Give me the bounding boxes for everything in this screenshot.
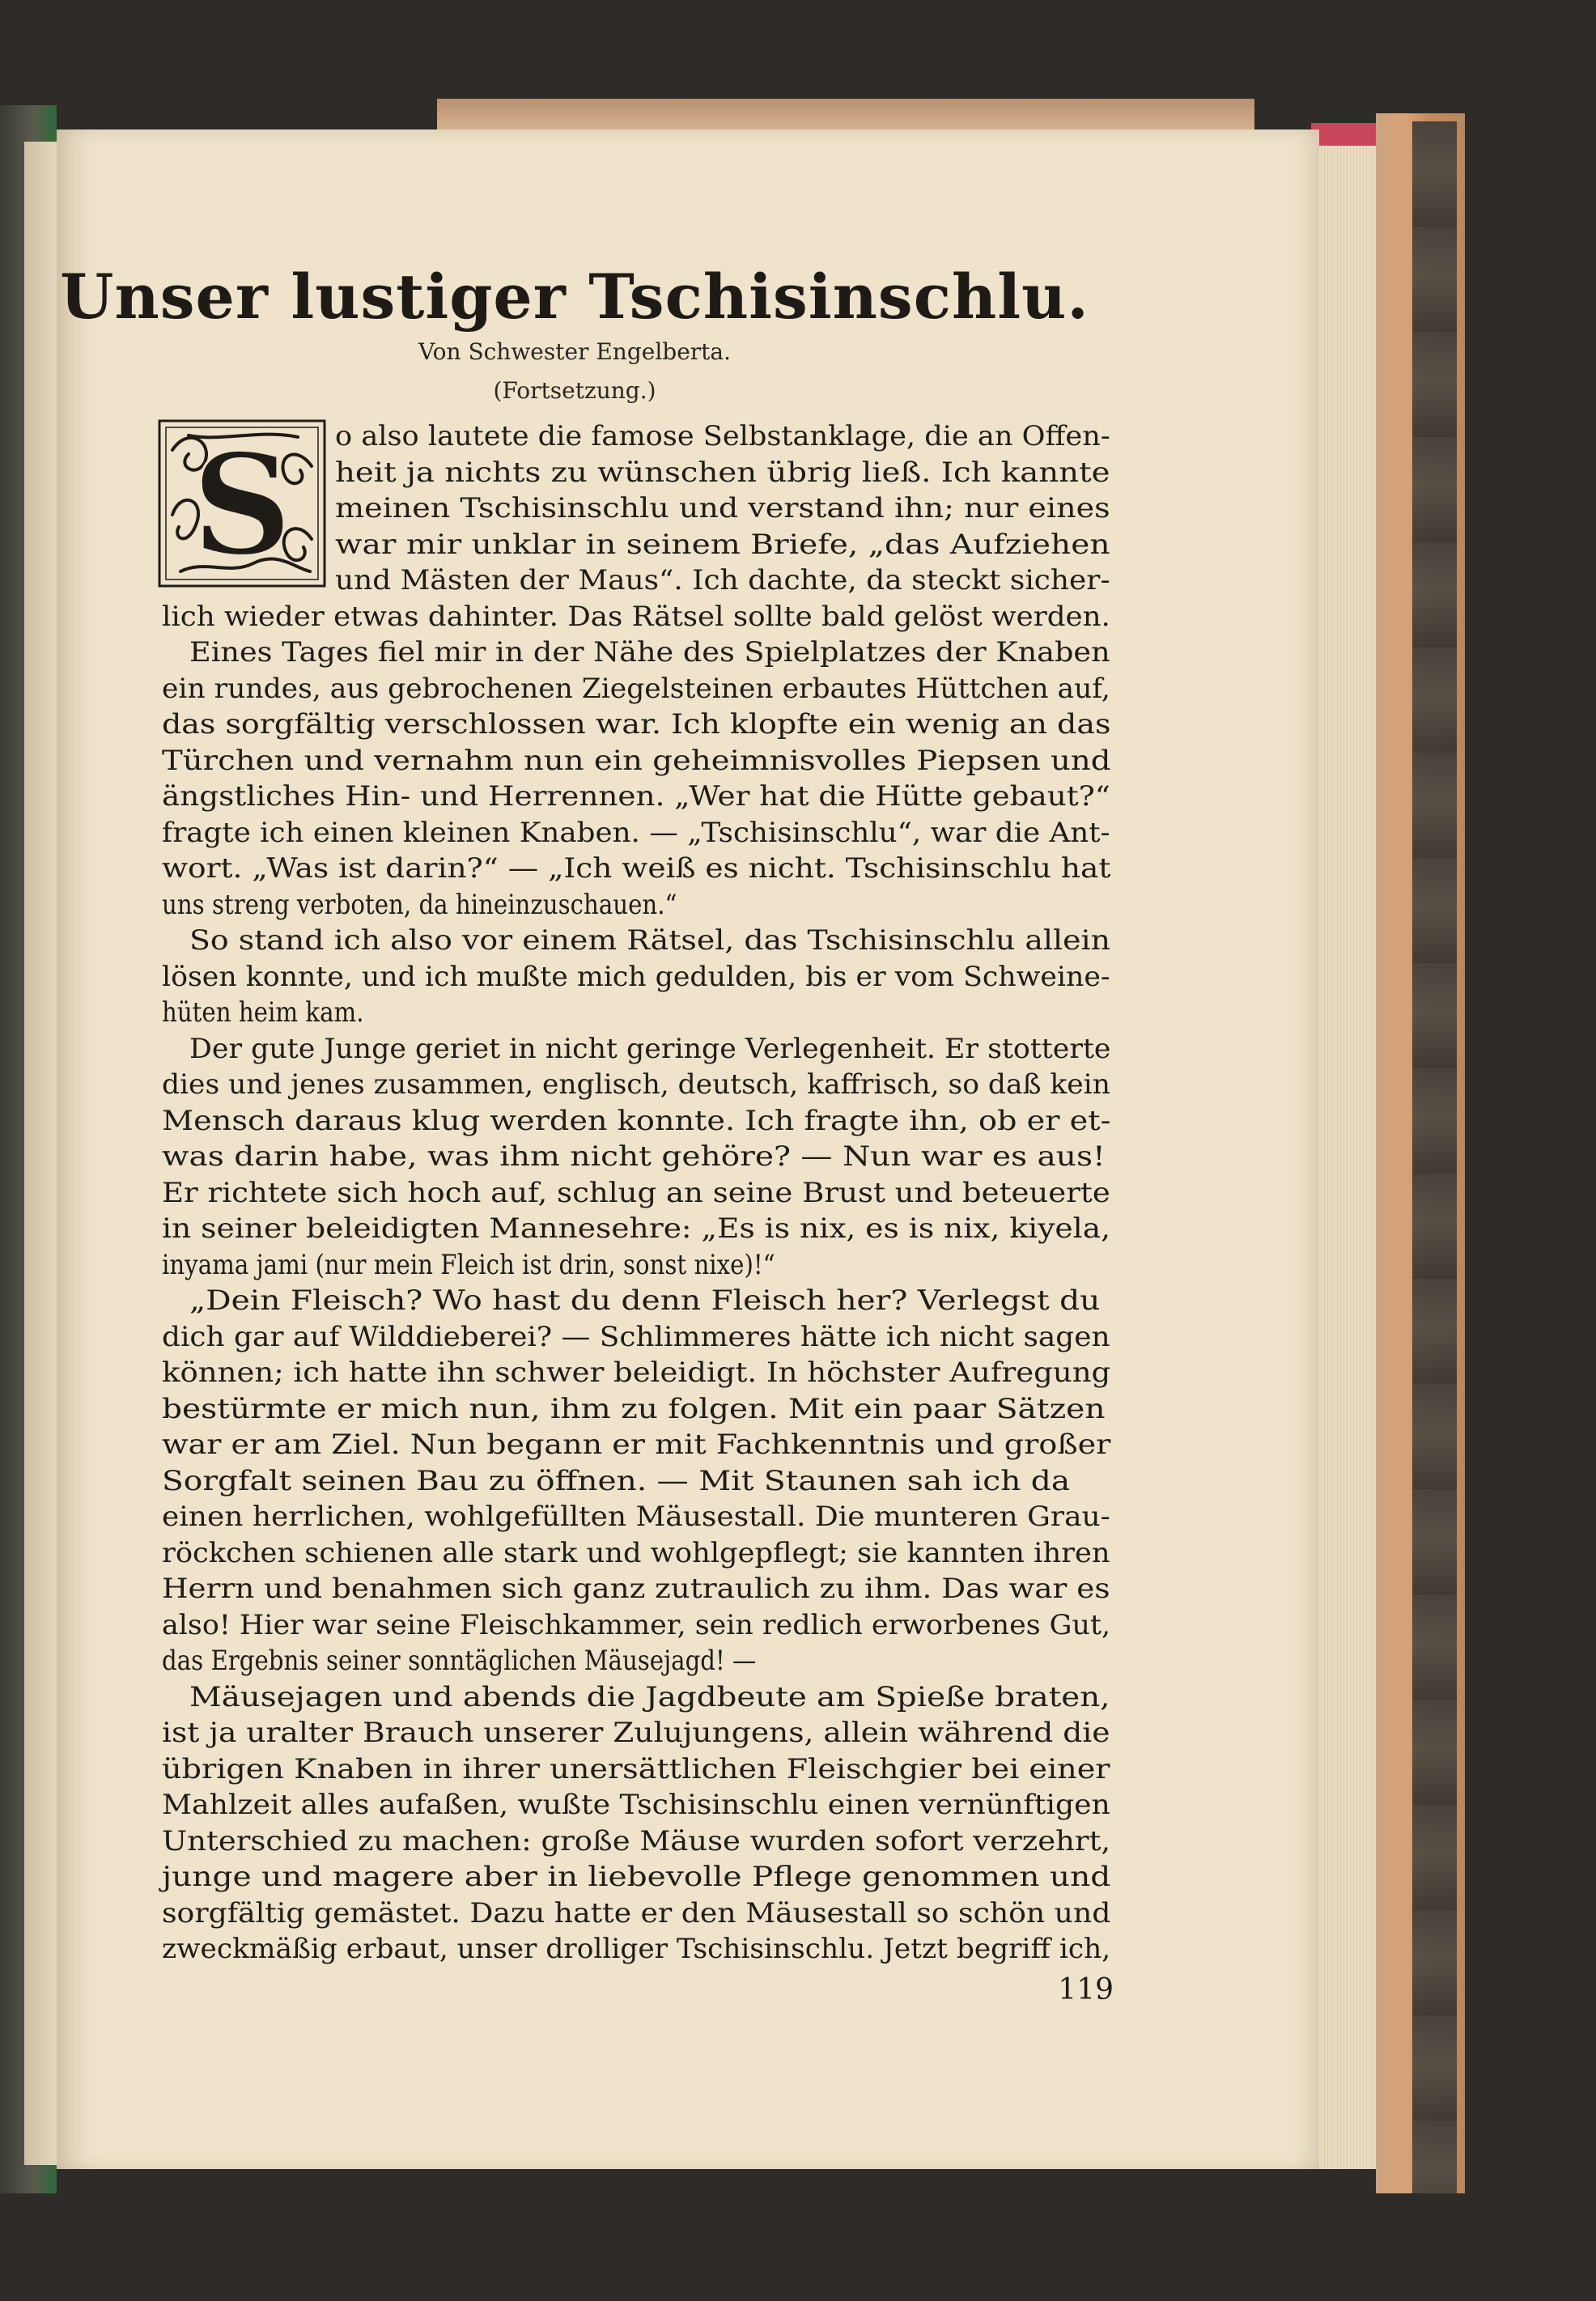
facing-page-edge bbox=[24, 142, 61, 2165]
body-line: uns streng verboten, da hineinzuschauen.“ bbox=[162, 888, 677, 921]
body-line: Sorgfalt seinen Bau zu öffnen. — Mit Staunen sah ich da bbox=[162, 1464, 1071, 1497]
body-line: das Ergebnis seiner sonntäglichen Mäusejagd! — bbox=[162, 1645, 757, 1677]
body-line: o also lautete die famose Selbstanklage, die an Offen- bbox=[335, 420, 1110, 452]
continued-note: (Fortsetzung.) bbox=[493, 377, 656, 404]
red-page-edge bbox=[1311, 123, 1376, 146]
body-line: heit ja nichts zu wünschen übrig ließ. Ich kannte bbox=[335, 456, 1110, 489]
body-line: Der gute Junge geriet in nicht geringe Verlegenheit. Er stotterte bbox=[189, 1032, 1111, 1065]
body-line: Unterschied zu machen: große Mäuse wurden sofort verzehrt, bbox=[162, 1824, 1111, 1857]
body-line: meinen Tschisinschlu und verstand ihn; nur eines bbox=[335, 492, 1110, 524]
ornamental-dropcap bbox=[156, 418, 328, 589]
body-line: was darin habe, was ihm nicht gehöre? — Nun war es aus! bbox=[162, 1140, 1106, 1173]
body-line: lösen konnte, und ich mußte mich gedulden, bis er vom Schweine- bbox=[162, 960, 1110, 993]
body-line: einen herrlichen, wohlgefüllten Mäusestall. Die munteren Grau- bbox=[162, 1501, 1110, 1533]
body-line: das sorgfältig verschlossen war. Ich klopfte ein wenig an das bbox=[162, 708, 1111, 741]
body-line: inyama jami (nur mein Fleich ist drin, sonst nixe)!“ bbox=[162, 1248, 775, 1281]
body-line: bestürmte er mich nun, ihm zu folgen. Mit ein paar Sätzen bbox=[162, 1392, 1106, 1425]
dropcap-letter: S bbox=[191, 422, 293, 587]
body-line: Mahlzeit alles aufaßen, wußte Tschisinschlu einen vernünftigen bbox=[162, 1789, 1110, 1821]
article-title: Unser lustiger Tschisinschlu. bbox=[60, 261, 1089, 333]
article-byline: Von Schwester Engelberta. bbox=[418, 338, 731, 365]
body-line: dies und jenes zusammen, englisch, deutsch, kaffrisch, so daß kein bbox=[162, 1068, 1110, 1101]
body-line: ängstliches Hin- und Herrennen. „Wer hat die Hütte gebaut?“ bbox=[162, 780, 1110, 813]
page-number: 119 bbox=[1058, 1973, 1114, 2006]
body-line: Türchen und vernahm nun ein geheimnisvolles Piepsen und bbox=[162, 744, 1111, 777]
body-line: dich gar auf Wilddieberei? — Schlimmeres hätte ich nicht sagen bbox=[162, 1320, 1110, 1353]
body-line: wort. „Was ist darin?“ — „Ich weiß es nicht. Tschisinschlu hat bbox=[162, 852, 1111, 885]
body-line: Mensch daraus klug werden konnte. Ich fragte ihn, ob er et- bbox=[162, 1104, 1111, 1137]
body-line: fragte ich einen kleinen Knaben. — „Tschisinschlu“, war die Ant- bbox=[162, 816, 1110, 849]
body-line: sorgfältig gemästet. Dazu hatte er den Mäusestall so schön und bbox=[162, 1896, 1111, 1930]
book-spine-right bbox=[1412, 121, 1457, 2193]
body-line: ist ja uralter Brauch unserer Zulujungens, allein während die bbox=[162, 1717, 1110, 1749]
body-line: in seiner beleidigten Mannesehre: „Es is nix, es is nix, kiyela, bbox=[162, 1212, 1111, 1245]
body-line: also! Hier war seine Fleischkammer, sein redlich erworbenes Gut, bbox=[162, 1608, 1111, 1641]
body-line: zweckmäßig erbaut, unser drolliger Tschisinschlu. Jetzt begriff ich, bbox=[162, 1933, 1111, 1965]
body-line: „Dein Fleisch? Wo hast du denn Fleisch her? Verlegst du bbox=[189, 1284, 1101, 1317]
body-line: war er am Ziel. Nun begann er mit Fachkenntnis und großer bbox=[162, 1429, 1111, 1461]
body-line: war mir unklar in seinem Briefe, „das Aufziehen bbox=[335, 528, 1110, 561]
body-line: übrigen Knaben in ihrer unersättlichen Fleischgier bei einer bbox=[162, 1752, 1110, 1785]
body-line: Mäusejagen und abends die Jagdbeute am Spieße braten, bbox=[189, 1680, 1110, 1713]
body-line: Er richtete sich hoch auf, schlug an seine Brust und beteuerte bbox=[162, 1176, 1110, 1209]
body-line: und Mästen der Maus“. Ich dachte, da steckt sicher- bbox=[335, 564, 1110, 596]
body-line: lich wieder etwas dahinter. Das Rätsel sollte bald gelöst werden. bbox=[162, 600, 1110, 633]
body-line: ein rundes, aus gebrochenen Ziegelsteinen erbautes Hüttchen auf, bbox=[162, 672, 1110, 705]
body-line: Eines Tages fiel mir in der Nähe des Spielplatzes der Knaben bbox=[189, 636, 1110, 669]
body-line: röckchen schienen alle stark und wohlgepflegt; sie kannten ihren bbox=[162, 1536, 1110, 1569]
page-block-edges bbox=[1315, 138, 1376, 2169]
body-line: Herrn und benahmen sich ganz zutraulich zu ihm. Das war es bbox=[162, 1573, 1110, 1605]
body-line: können; ich hatte ihn schwer beleidigt. In höchster Aufregung bbox=[162, 1356, 1111, 1389]
body-line: junge und magere aber in liebevolle Pflege genommen und bbox=[162, 1861, 1111, 1893]
body-line: hüten heim kam. bbox=[162, 996, 364, 1029]
body-line: So stand ich also vor einem Rätsel, das Tschisinschlu allein bbox=[189, 924, 1110, 957]
